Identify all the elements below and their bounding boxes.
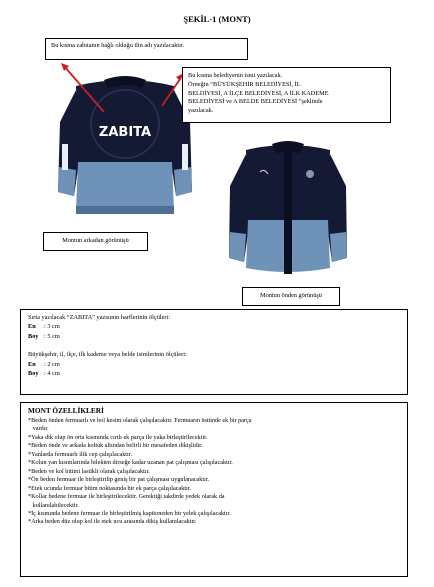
feature-line: *Kollar bedene fermuar ile birleştirilecektir. Gerektiği takdirde yedek olarak da [28,493,225,501]
feature-line: *Ön beden fermuar ile birleştirilip geniş bir pat çalışması uygulanacaktır. [28,476,210,484]
feature-line: *Yanlarda fermuarlı ilik cep çalışılacaktır. [28,450,133,458]
feature-line: *Beden önden fermuarlı ve bol kesim olarak çalışılacaktır. Fermuarın üstünde ek bir parça [28,417,252,424]
jacket-features-box [20,402,408,577]
zabita-height-label: Boy [28,332,39,340]
feature-line: *İç kısmında bedene fermuar ile birleştirilmiş kapitoneden bir yelek çalışılacaktır. [28,509,231,517]
caption-back-view: Montun arkadan görünüşü [43,232,148,251]
city-name-note [45,38,248,60]
municipality-note-line: Bu kısma belediyenin ismi yazılacak. [188,72,283,79]
names-width-label: En [28,360,36,368]
feature-line: *Yaka dik olup ön orta kısmında cırtlı ek parça ile yaka birleştirilecektir. [28,433,208,441]
feature-line: *Beden önde ve arkada koltuk altından belirli bir mesafeden dikişlidir. [28,442,203,450]
page-title: ŞEKİL-1 (MONT) [183,14,251,24]
jacket-front-image [226,140,350,280]
zabita-width-value: : 3 cm [44,323,60,331]
names-size-title: Büyükşehir, il, ilçe, ilk kademe veya belde isimlerinin ölçüleri: [28,351,187,359]
jacket-back-text: ZABITA [98,125,152,140]
letter-sizes-box [20,309,408,395]
feature-line: *Etek ucunda fermuar bitim noktasında bir ek parça çalışılacaktır. [28,484,192,492]
names-height-label: Boy [28,369,39,377]
feature-line: *Arka beden düz olup kol ile etek ucu arasında dikiş kullanılacaktır. [28,518,197,526]
zabita-size-title: Sırta yazılacak “ZABITA” yazısının harflerinin ölçüleri: [28,314,170,321]
names-height-row [28,370,400,379]
names-width-value: : 2 cm [44,360,60,368]
features-heading: MONT ÖZELLİKLERİ [28,406,104,415]
municipality-note-line: Örneğin “BÜYÜKŞEHİR BELEDİYESİ, İL [188,80,301,88]
feature-line: *Kolun yan kısımlarında bilekten dirseğe kadar uzanan pat çalışması çalışılacaktır. [28,459,233,467]
zabita-width-label: En [28,323,36,331]
feature-line: kullanılabilecektir. [28,501,79,509]
municipality-note-line: BELEDİYESİ ve A BELDE BELEDİYESİ ”şeklinde [188,98,323,106]
city-name-note-text: Bu kısma zabıtanın bağlı olduğu ilin adı yazılacaktır. [51,42,185,49]
feature-line: vardır. [28,425,49,433]
caption-front-view: Montun önden görünüşü [242,287,340,306]
arrow-city [60,62,110,118]
municipality-note-line: BELDİYESİ, A İLÇE BELEDİYESİ, A İLK KADEME [188,89,329,97]
zabita-width-row [28,323,400,332]
municipality-name-note [182,67,391,123]
feature-line: *Beden ve kol bitimi lastikli olarak çalışılacaktır. [28,467,150,475]
zabita-height-value: : 5 cm [44,332,60,340]
names-height-value: : 4 cm [44,369,60,377]
zabita-height-row [28,333,400,342]
names-width-row [28,361,400,370]
municipality-note-line: yazılacak. [188,107,214,115]
